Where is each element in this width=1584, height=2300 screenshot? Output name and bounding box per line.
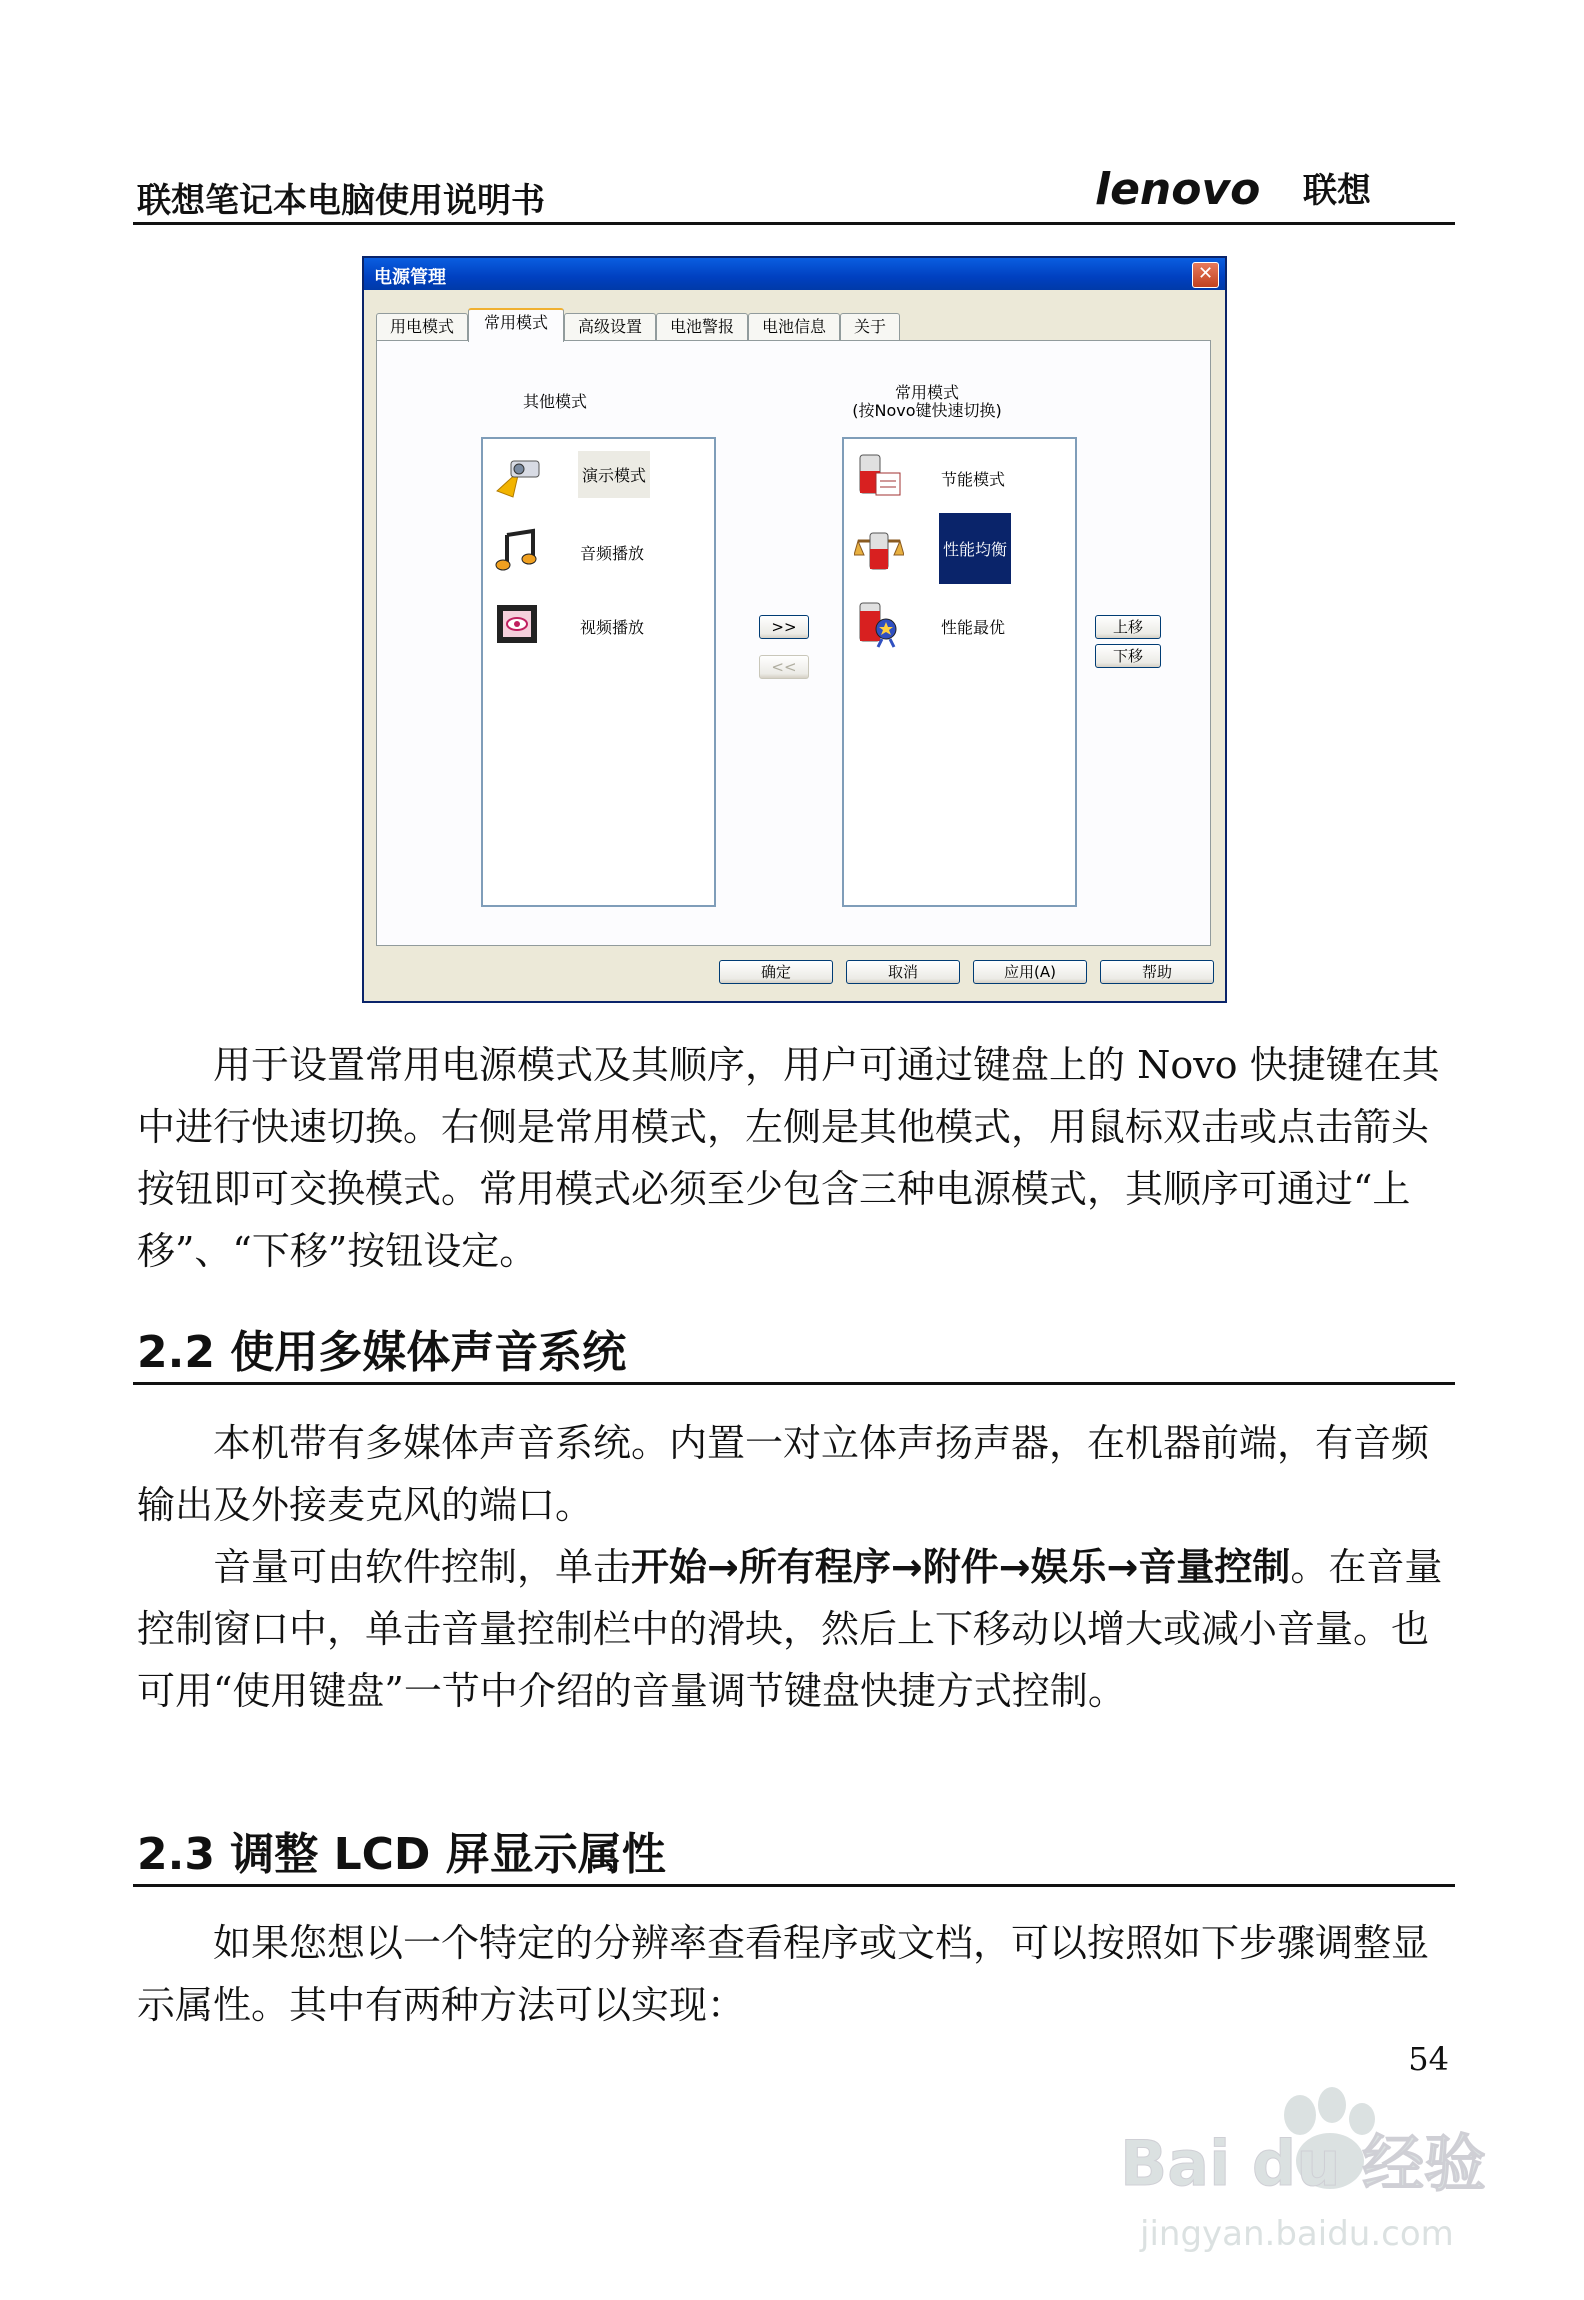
common-modes-listbox[interactable] bbox=[842, 437, 1077, 907]
common-modes-label bbox=[807, 384, 1047, 420]
paragraph-sound-system: 本机带有多媒体声音系统。内置一对立体声扬声器，在机器前端，有音频输出及外接麦克风的端口。 bbox=[137, 1421, 1430, 1527]
other-modes-listbox[interactable] bbox=[481, 437, 716, 907]
dialog-titlebar[interactable] bbox=[364, 258, 1225, 290]
volume-text-pre: 音量可由软件控制，单击 bbox=[213, 1545, 632, 1589]
battery-scale-icon bbox=[854, 525, 904, 575]
other-modes-label: 其他模式 bbox=[522, 392, 587, 411]
list-item[interactable] bbox=[854, 447, 1064, 507]
lenovo-logo bbox=[1095, 160, 1395, 216]
tab-battery-info[interactable]: 电池信息 bbox=[748, 313, 840, 341]
lenovo-logo-suffix: 联想 bbox=[1303, 171, 1371, 211]
page-number: 54 bbox=[1408, 2040, 1449, 2078]
move-down-button[interactable]: 下移 bbox=[1095, 644, 1161, 668]
move-up-button[interactable]: 上移 bbox=[1095, 615, 1161, 639]
close-icon: ✕ bbox=[1197, 263, 1214, 284]
paragraph-display-properties: 如果您想以一个特定的分辨率查看程序或文档，可以按照如下步骤调整显示属性。其中有两种方法可以实现： bbox=[137, 1921, 1430, 2027]
ok-button[interactable]: 确定 bbox=[719, 960, 833, 984]
list-item[interactable] bbox=[493, 595, 703, 655]
section-rule bbox=[133, 1884, 1455, 1887]
common-modes-label-line1: 常用模式 bbox=[894, 383, 959, 402]
lenovo-logo-text: lenovo bbox=[1095, 164, 1261, 215]
watermark-url: jingyan.baidu.com bbox=[1140, 2214, 1454, 2254]
document-header-title: 联想笔记本电脑使用说明书 bbox=[137, 181, 545, 221]
tab-panel bbox=[376, 340, 1211, 946]
dialog-title: 电源管理 bbox=[374, 267, 446, 288]
apply-button[interactable]: 应用(A) bbox=[973, 960, 1087, 984]
mode-label-max-performance: 性能最优 bbox=[941, 618, 1006, 637]
mode-label-video: 视频播放 bbox=[580, 618, 645, 637]
paragraph-volume-control bbox=[137, 1536, 1455, 1722]
battery-medal-icon bbox=[854, 599, 904, 649]
volume-text-post: 。在音量控制窗口中，单击音量控制栏中的滑块，然后上下移动以增大或减小音量。也可用“使用键盘”一节中介绍的音量调节键盘快捷方式控制。 bbox=[137, 1545, 1443, 1713]
mode-label-presentation: 演示模式 bbox=[578, 451, 650, 498]
mode-label-balanced: 性能均衡 bbox=[939, 513, 1011, 584]
tab-about[interactable]: 关于 bbox=[840, 313, 900, 341]
tab-common-modes[interactable]: 常用模式 bbox=[468, 308, 564, 342]
list-item[interactable] bbox=[493, 447, 703, 507]
list-item[interactable] bbox=[493, 521, 703, 581]
watermark-brand: Bai du 经验 bbox=[1120, 2127, 1487, 2200]
close-button[interactable] bbox=[1192, 262, 1219, 288]
section-heading-2-2: 2.2 使用多媒体声音系统 bbox=[137, 1327, 627, 1378]
move-to-common-button[interactable]: >> bbox=[759, 615, 809, 639]
list-item[interactable] bbox=[854, 595, 1064, 655]
baidu-jingyan-watermark bbox=[1110, 2075, 1490, 2275]
film-eye-icon bbox=[493, 599, 543, 649]
tab-battery-alarm[interactable]: 电池警报 bbox=[656, 313, 748, 341]
move-to-other-button[interactable]: << bbox=[759, 655, 809, 679]
music-note-icon bbox=[493, 525, 543, 575]
list-item[interactable] bbox=[854, 521, 1064, 581]
section-heading-2-3: 2.3 调整 LCD 屏显示属性 bbox=[137, 1829, 666, 1880]
tab-power-usage[interactable]: 用电模式 bbox=[376, 313, 468, 341]
mode-label-audio: 音频播放 bbox=[580, 544, 645, 563]
volume-menu-path: 开始→所有程序→附件→娱乐→音量控制 bbox=[631, 1545, 1291, 1589]
power-management-dialog bbox=[362, 256, 1227, 1003]
paragraph-power-modes: 用于设置常用电源模式及其顺序，用户可通过键盘上的 Novo 快捷键在其中进行快速切换。右侧是常用模式，左侧是其他模式，用鼠标双击或点击箭头按钮即可交换模式。常用模式必须至少包含三种电源模式，其顺序可通过“上移”、“下移”按钮设定。 bbox=[137, 1043, 1440, 1273]
tab-advanced-settings[interactable]: 高级设置 bbox=[564, 313, 656, 341]
cancel-button[interactable]: 取消 bbox=[846, 960, 960, 984]
help-button[interactable]: 帮助 bbox=[1100, 960, 1214, 984]
common-modes-label-line2: (按Novo键快速切换) bbox=[852, 401, 1002, 420]
projector-icon bbox=[493, 451, 543, 501]
header-rule bbox=[133, 222, 1455, 225]
section-rule bbox=[133, 1382, 1455, 1385]
battery-calendar-icon bbox=[854, 451, 904, 501]
mode-label-power-saving: 节能模式 bbox=[941, 470, 1006, 489]
